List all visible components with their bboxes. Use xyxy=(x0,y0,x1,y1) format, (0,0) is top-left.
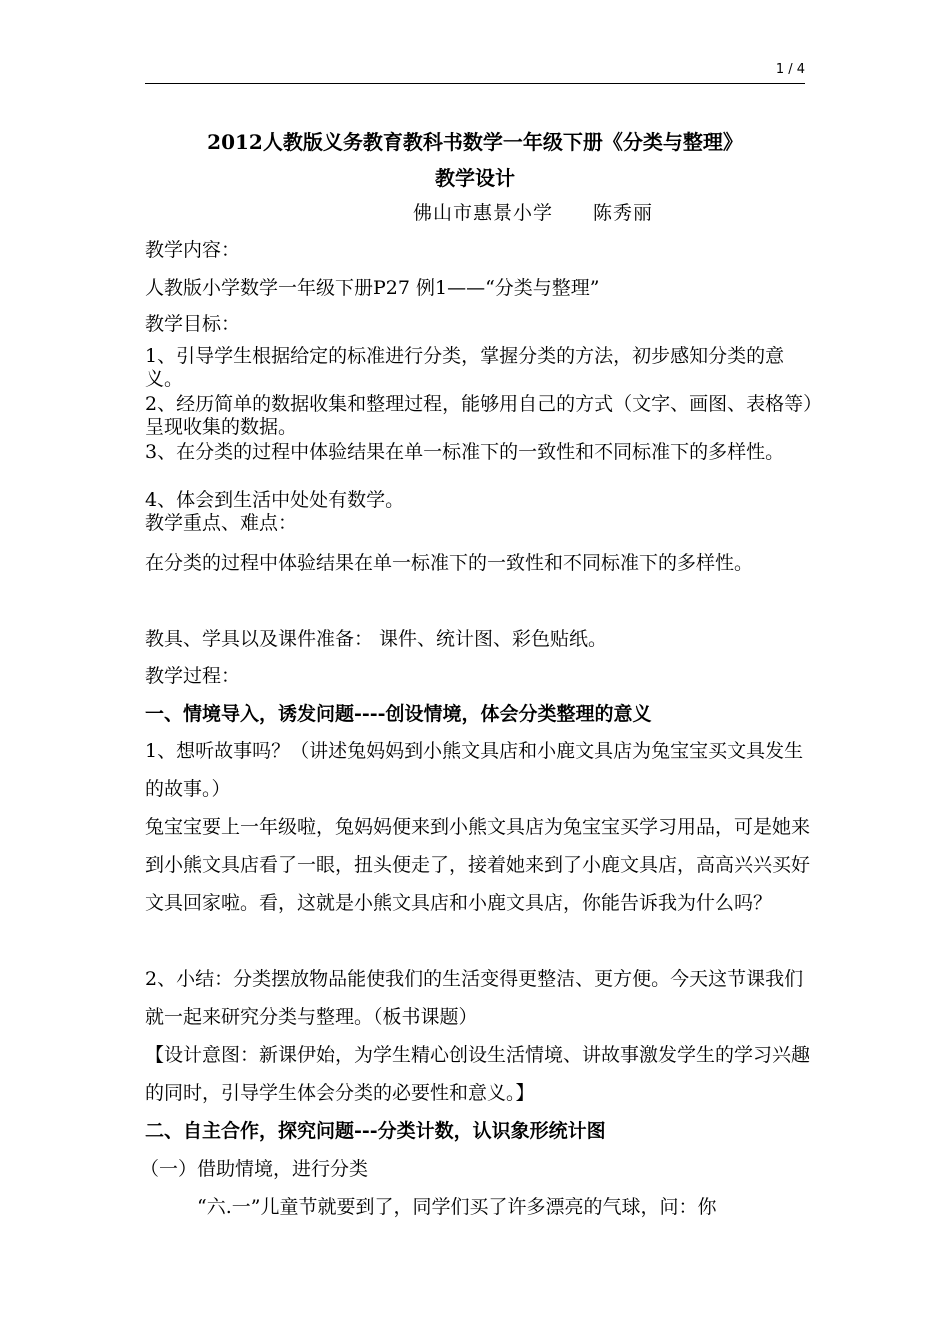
goal-1: 1、引导学生根据给定的标准进行分类，掌握分类的方法，初步感知分类的意义。 xyxy=(145,345,785,390)
section2-text: “六.一”儿童节就要到了，同学们买了许多漂亮的气球，问：你 xyxy=(197,1196,717,1218)
tools-text: 教具、学具以及课件准备： 课件、统计图、彩色贴纸。 xyxy=(145,628,608,650)
goal-3: 3、在分类的过程中体验结果在单一标准下的一致性和不同标准下的多样性。 xyxy=(145,441,785,463)
section1-design: 【设计意图：新课伊始，为学生精心创设生活情境、讲故事激发学生的学习兴趣的同时，引导学生体会分类的必要性和意义。】 xyxy=(145,1044,811,1104)
section1-story: 兔宝宝要上一年级啦，兔妈妈便来到小熊文具店为兔宝宝买学习用品，可是她来到小熊文具店看了一眼，扭头便走了，接着她来到了小鹿文具店，高高兴兴买好文具回家啦。看，这就是小熊文具店和小鹿文具店，你能告诉我为什么吗？ xyxy=(145,816,811,914)
page-number: 1 / 4 xyxy=(775,62,805,77)
author-line xyxy=(413,198,653,225)
content-heading: 教学内容： xyxy=(145,239,241,261)
goal-2: 2、经历简单的数据收集和整理过程，能够用自己的方式（文字、画图、表格等）呈现收集的数据。 xyxy=(145,393,813,438)
section2-sub1: （一）借助情境，进行分类 xyxy=(140,1158,369,1180)
goals-heading: 教学目标： xyxy=(145,313,241,335)
section1-item2: 2、小结：分类摆放物品能使我们的生活变得更整洁、更方便。今天这节课我们就一起来研究分类与整理。（板书课题） xyxy=(145,968,804,1028)
goal-4: 4、体会到生活中处处有数学。 xyxy=(145,489,405,511)
section1-item1: 1、想听故事吗？（讲述兔妈妈到小熊文具店和小鹿文具店为兔宝宝买文具发生的故事。） xyxy=(145,740,804,800)
section1-heading: 一、情境导入，诱发问题----创设情境，体会分类整理的意义 xyxy=(145,703,652,725)
author-school: 佛山市惠景小学 xyxy=(413,202,554,224)
section2-heading: 二、自主合作，探究问题---分类计数，认识象形统计图 xyxy=(145,1120,606,1142)
key-heading: 教学重点、难点： xyxy=(145,512,298,534)
document-subtitle: 教学设计 xyxy=(435,166,515,190)
author-name: 陈秀丽 xyxy=(593,202,654,224)
key-text: 在分类的过程中体验结果在单一标准下的一致性和不同标准下的多样性。 xyxy=(145,552,754,574)
process-heading: 教学过程： xyxy=(145,665,241,687)
header-rule xyxy=(145,83,805,84)
document-title: 2012人教版义务教育教科书数学一年级下册《分类与整理》 xyxy=(207,130,743,154)
content-text: 人教版小学数学一年级下册P27 例1——“分类与整理” xyxy=(145,277,600,299)
